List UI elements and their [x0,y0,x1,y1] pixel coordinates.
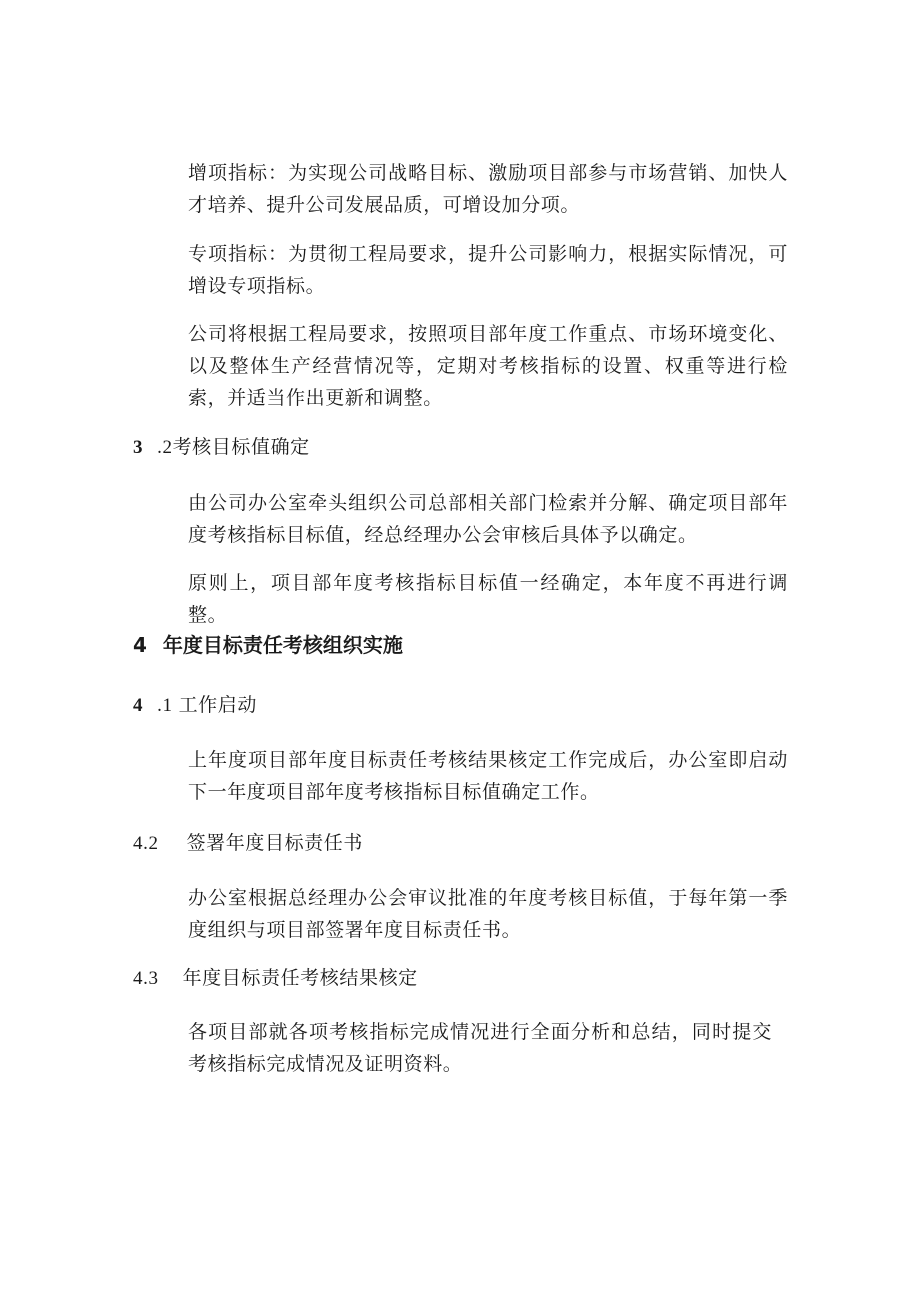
heading-4-number: 4 [133,633,147,657]
paragraph-work-start: 上年度项目部年度目标责任考核结果核定工作完成后，办公室即启动下一年度项目部年度考核指标目标值确定工作。 [188,749,788,803]
paragraph-indicator-review: 公司将根据工程局要求，按照项目部年度工作重点、市场环境变化、以及整体生产经营情况等，定期对考核指标的设置、权重等进行检索，并适当作出更新和调整。 [188,323,788,409]
heading-4-3-title: 年度目标责任考核结果核定 [182,967,418,989]
paragraph-target-setting: 由公司办公室牵头组织公司总部相关部门检索并分解、确定项目部年度考核指标目标值，经总经理办公会审核后具体予以确定。 [188,492,788,546]
paragraph-additional-indicators: 增项指标：为实现公司战略目标、激励项目部参与市场营销、加快人才培养、提升公司发展品质，可增设加分项。 [188,162,788,216]
heading-3-2-number: 3 [133,437,144,458]
heading-3-2 [133,433,310,462]
heading-4 [133,631,403,659]
heading-3-2-sub: .2 [157,437,173,458]
heading-4-2 [133,829,363,858]
heading-4-1-sub: .1 [157,695,173,716]
paragraph-result-verification: 各项目部就各项考核指标完成情况进行全面分析和总结，同时提交考核指标完成情况及证明资料。 [188,1021,772,1075]
heading-3-2-title: 考核目标值确定 [172,436,310,458]
heading-4-3 [133,964,418,993]
heading-4-1-title: 工作启动 [178,694,257,716]
heading-4-2-number: 4.2 [133,833,159,854]
heading-4-title: 年度目标责任考核组织实施 [162,633,403,657]
paragraph-target-principle: 原则上，项目部年度考核指标目标值一经确定，本年度不再进行调整。 [188,572,788,626]
paragraph-special-indicators: 专项指标：为贯彻工程局要求，提升公司影响力，根据实际情况，可增设专项指标。 [188,243,788,297]
heading-4-2-title: 签署年度目标责任书 [186,832,363,854]
heading-4-1 [133,691,257,720]
paragraph-sign-responsibility: 办公室根据总经理办公会审议批准的年度考核目标值，于每年第一季度组织与项目部签署年度目标责任书。 [188,887,788,941]
heading-4-1-number: 4 [133,695,144,716]
heading-4-3-number: 4.3 [133,968,159,989]
